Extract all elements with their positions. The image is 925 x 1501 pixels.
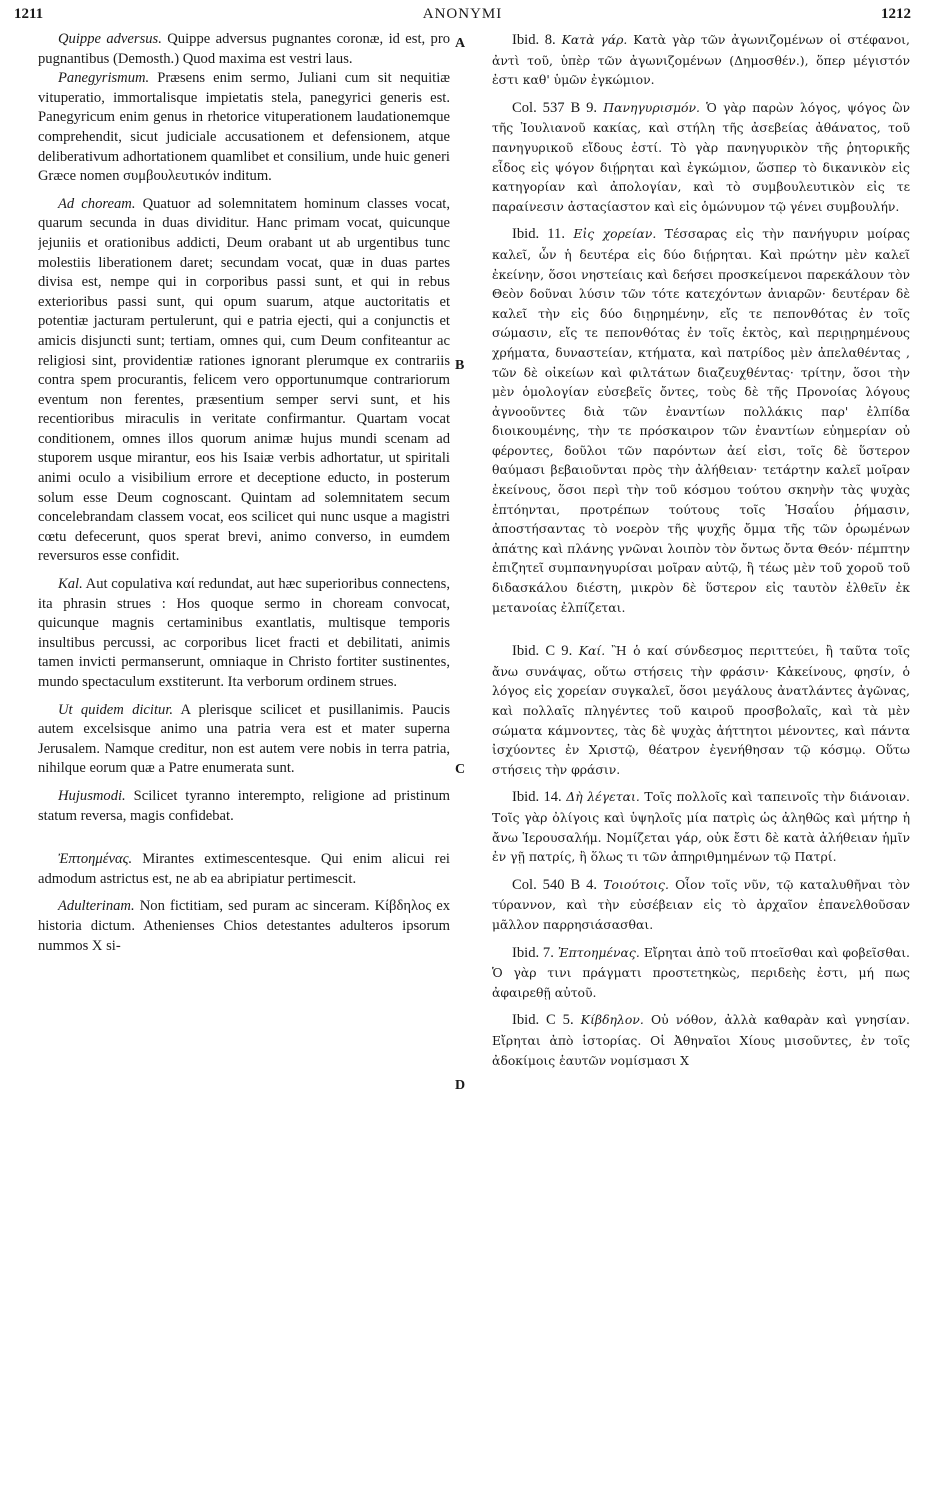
column-reference: Ibid. 8. <box>512 32 556 48</box>
page-number-right: 1212 <box>881 6 911 22</box>
column-reference: Ibid. C 5. <box>512 1012 574 1029</box>
greek-note-text: Κατὰ γὰρ τῶν ἀγωνιζομένων οἱ στέφανοι, ἀντὶ τοῦ, ὑπὲρ τῶν ἀγωνιζομένων (Δημοσθέν.), ὅπερ μέγιστόν ἐστι καθ' ὑμῶν ἐγκώμιον. <box>492 32 910 88</box>
greek-note-text: Τοῖς πολλοῖς καὶ ταπεινοῖς τὴν διάνοιαν. Τοῖς γὰρ ὀλίγοις καὶ ὑψηλοῖς μία πατρὶς ὡς ἀληθῶς καὶ μήτηρ ἡ ἄνω Ἱερουσαλήμ. Νομίζεται γάρ, οὐκ ἔστι δὲ κατὰ ἀλήθειαν ἡμῖν ἐν γῇ πατρίς, ἢ ὅλως τι τῶν ἀπηριθμημένων τῷ Πατρί. <box>492 789 910 865</box>
latin-note-text: Mirantes extimescentesque. Qui enim alicui rei admodum astrictus est, ne ab ea abripiatur pertimescit. <box>38 851 450 887</box>
greek-note <box>492 787 910 866</box>
margin-letter-d: D <box>455 1078 466 1093</box>
latin-lemma: Ut quidem dicitur. <box>58 701 174 718</box>
margin-letter-b: B <box>455 358 465 373</box>
latin-note-text: Non fictitiam, sed puram ac sinceram. Κίβδηλος ex historia dictum. Athenienses Chios detestantes adulteros ipsorum nummos X si- <box>38 898 450 954</box>
page-header <box>14 6 911 28</box>
greek-column <box>492 30 910 1501</box>
latin-note <box>38 195 450 567</box>
latin-lemma: Hujusmodi. <box>58 787 126 804</box>
greek-lemma: Εἰς χορείαν. <box>564 226 657 242</box>
greek-note-text: Ὁ γὰρ παρὼν λόγος, ψόγος ὢν τῆς Ἰουλιανοῦ κακίας, καὶ στήλη τῆς ἀσεβείας ἀθάνατος, τοῦ πανηγυρικοῦ εἴδους ἐστί. Τὸ γὰρ πανηγυρικὸν τῆς ῥητορικῆς εἶδος εἰς ψόγον διῄρηται καὶ ἐγκώμιον, ὥσπερ τὸ δικανικὸν εἰς κατηγορίαν καὶ ἀπολογίαν, καὶ τὸ συμβουλευτικὸν εἰς τε παραίνεσιν ἀσταςίαστον καὶ εἰς ὁμώνυμον τῷ γένει συμβουλήν. <box>492 99 910 214</box>
latin-note-text: Scilicet tyranno interempto, religione ad pristinum statum reversa, magis confidebat. <box>38 787 450 824</box>
latin-note-text: Præsens enim sermo, Juliani cum sit nequitiæ vituperatio, immortalisque impietatis stela, panegyrici generis est. Panegyricum enim genus in rhetorice vituperationem laudationemque comprehendit, sicut judiciale accusationem et defensionem, atque deliberativum adhortationem quamlibet et consilium, unde huic generi Græce nomen συμβουλευτικόν inditum. <box>38 70 450 185</box>
latin-note <box>38 787 450 826</box>
column-reference: Ibid. 14. <box>512 789 562 806</box>
latin-lemma: Ad choream. <box>58 195 136 212</box>
latin-lemma: Panegyrismum. <box>58 70 150 87</box>
latin-lemma: Kal. <box>58 576 83 593</box>
latin-note-text: A plerisque scilicet et pusillanimis. Paucis autem excelsisque animo una patria vera est et mater superna Jerusalem. Namque creditur, non est autem vere nobis in terra patria, nihilque eorum quæ a Patre enumerata sunt. <box>38 701 450 777</box>
latin-note-text: Quatuor ad solemnitatem hominum classes vocat, quarum secunda in duas dividitur. Hanc primam vocat, quicunque jejuniis et orationibus addicti, Deum orabant ut ab urgentibus tunc molestiis liberationem daret; secundam vocat, quæ in duas partes divisa est, nempe qui in corporibus passi sunt, et qui in rebus exterioribus passi sunt, qui opum suarum, atque auctoritatis et potentiæ jacturam pertulerunt, qui e patria ejecti, qui a conjunctis et amicis disjuncti sunt; tertiam, omnes qui, cum Deum confiteantur ac religiosi sint, providentiæ rationes ignorant plerumque ex contrariis contra spem procurantis, felicem vero opportunumque contrariorum eventum non ferentes, præsentium semper servi sunt, et his recentioribus miraculis in veritate confirmantur. Quartam vocat conditionem, omnes illos quorum animæ hujus mundi scenam ad stuporem usque mirantur, eos his Isaiæ verbis adhortatur, ut spiritali animi oculo a visibilium errore et deceptione educto, in posterum solum esse Deum cognoscant. Quintam ad solemnitatem secum concelebrandam classem vocat, eos scilicet qui nunc usque a magistri cœtu defecerunt, quos sperat brevi, animo converso, in eumdem reversuros esse confidit. <box>38 195 450 565</box>
column-reference: Ibid. 11. <box>512 226 565 243</box>
greek-note <box>492 943 910 1003</box>
greek-lemma: Πανηγυρισμόν. <box>597 99 700 115</box>
latin-note <box>38 69 450 187</box>
margin-letter-a: A <box>455 36 466 51</box>
latin-lemma: Adulterinam. <box>58 898 135 915</box>
latin-note <box>38 850 450 889</box>
greek-note <box>492 224 910 617</box>
latin-column <box>38 30 450 1501</box>
greek-note <box>492 1010 910 1070</box>
greek-lemma: Τοιούτοις. <box>597 876 669 892</box>
greek-note-text: Τέσσαρας εἰς τὴν πανήγυριν μοίρας καλεῖ, ὧν ἡ δευτέρα εἰς δύο διῄρηται. Καὶ πρώτην μὲν καλεῖ ἐκείνην, ὅσοι νηστείαις καὶ δεήσει προσκείμενοι παρεκάλουν τὸν Θεὸν δοῦναι λύσιν τῶν τότε κατεχόντων ἀνιαρῶν· δευτέραν δὲ καλεῖ τὴν εἰς δύο διῃρημένην, εἴς τε πεπονθότας ἐν τοῖς σώμασιν, εἴς τε πεπονθότας ἐν τοῖς ἐκτὸς, καὶ περιῃρημένους χρήματα, δυναστείαν, κτήματα, καὶ πατρίδος μὲν ἀπελαθέντας , τῶν δὲ οἰκείων καὶ φιλτάτων διαζευχθέντας· τρίτην, ὅσοι τὴν μὲν ὁμολογίαν εὐσεβεῖς ὄντες, τοὺς δὲ τῆς Προνοίας λόγους ἀγνοοῦντες διὰ τῶν ἐναντίων πολλάκις παρ' ἐλπίδα διοικουμένης, τὴν τε πρόσκαιρον τῶν ἐναντίων εὐημερίαν οὐ φέροντες, δοῦλοι τῶν παρόντων ἀεί εἰσι, τοῖς δὲ ὕστερον θαύμασι βεβαιοῦνται πρὸς τὴν ἀλήθειαν· τετάρτην καλεῖ μοῖραν ἐκείνους, ὅσοι περὶ τὴν τοῦ κόσμου τούτου σκηνὴν τὰς ψυχὰς ἐπτόηνται, προτρέπων τούτους τοῖς Ἡσαΐου ῥήμασιν, ἀποστήσαντας τὸ νοερὸν τῆς ψυχῆς ὄμμα τῆς τῶν ὁρωμένων ἀπάτης καὶ πλάνης γνῶναι λοιπὸν τὸν ὄντως ὄντα Θεόν· πέμπτην ἐπιζητεῖ συμπανηγυρίσαι μοῖραν αὐτῷ, ἣ τέως μὲν τοῦ χοροῦ τοῦ διδασκάλου διέστη, μικρὸν δὲ ὕστερον εἰς ταυτὸν ἐλθεῖν ἐκ μετανοίας ἐλπίζεται. <box>492 226 910 615</box>
column-reference: Col. 540 B 4. <box>512 876 598 893</box>
greek-lemma: Καί. <box>572 643 606 659</box>
greek-note <box>492 875 910 935</box>
latin-note <box>38 897 450 956</box>
column-reference: Ibid. C 9. <box>512 643 573 660</box>
page-number-left: 1211 <box>14 6 44 22</box>
greek-lemma: Ἐπτοημένας. <box>553 944 640 960</box>
greek-note-text: Οὐ νόθον, ἀλλὰ καθαρὰν καὶ γνησίαν. Εἴρηται ἀπὸ ἱστορίας. Οἱ Ἀθηναῖοι Χίους μισοῦντες, ἐν τοῖς ἀδοκίμοις ἑαυτῶν νομίσμασι X <box>492 1012 910 1068</box>
greek-lemma: Κίβδηλον. <box>573 1012 644 1028</box>
margin-letter-c: C <box>455 762 466 777</box>
greek-note <box>492 98 910 217</box>
column-reference: Col. 537 B 9. <box>512 99 598 116</box>
greek-lemma: Κατὰ γάρ. <box>555 32 628 47</box>
latin-note-text: Quippe adversus pugnantes coronæ, id est, pro pugnantibus (Demosth.) Quod maxima est vestri laus. <box>38 31 450 67</box>
greek-lemma: Δὴ λέγεται. <box>561 789 640 805</box>
greek-note <box>492 641 910 779</box>
greek-note <box>492 30 910 90</box>
latin-lemma: Ἐπτοημένας. <box>58 851 133 868</box>
latin-note <box>38 30 450 69</box>
greek-note-text: Οἷον τοῖς νῦν, τῷ καταλυθῆναι τὸν τύραννον, καὶ τὴν εὐσέβειαν εἰς τὸ ἀρχαῖον ἐπανελθοῦσαν μᾶλλον παρρησιάσασθαι. <box>492 876 910 932</box>
latin-note-text: Aut copulativa καί redundat, aut hæc superioribus connectens, ita phrasin strues : Hos quoque sermo in choream convocat, quicunque magnis certaminibus exantlatis, multisque temporis insultibus percussi, ac corporibus licet fracti et debilitati, animis tamen invicti permanserunt, omniaque in Christo fortiter sustinentes, mundo spectaculum exstiterunt. Ita verborum ordinem strues. <box>38 576 450 690</box>
greek-note-text: Εἴρηται ἀπὸ τοῦ πτοεῖσθαι καὶ φοβεῖσθαι. Ὁ γὰρ τινι πράγματι προστετηκὼς, περιδεὴς ἐστι, μή πως ἀφαιρεθῇ αὐτοῦ. <box>492 944 910 1000</box>
column-reference: Ibid. 7. <box>512 944 554 961</box>
latin-note <box>38 575 450 693</box>
latin-lemma: Quippe adversus. <box>58 31 162 47</box>
latin-note <box>38 701 450 779</box>
greek-note-text: Ἢ ὁ καί σύνδεσμος περιττεύει, ἢ ταῦτα τοῖς ἄνω συνάψας, οὕτω στήσεις τὴν φράσιν· Κἀκείνους, φησίν, ὁ λόγος εἰς χορείαν συγκαλεῖ, ὅσοι μεγάλους ἀνατλάντες ἀγῶνας, καὶ πολλαῖς πληγέντες τοῦ καιροῦ προσβολαῖς, καὶ τὰ μὲν σώματα κάμνοντες, τὰς δὲ ψυχὰς ἀήττητοι μένοντες, καὶ πάντα ἰσχύοντες ἐν Χριστῷ, θέατρον ἐγενήθησαν τῷ κόσμῳ. Οὕτω στήσεις τὴν φράσιν. <box>492 643 910 777</box>
running-head: ANONYMI <box>422 6 503 22</box>
